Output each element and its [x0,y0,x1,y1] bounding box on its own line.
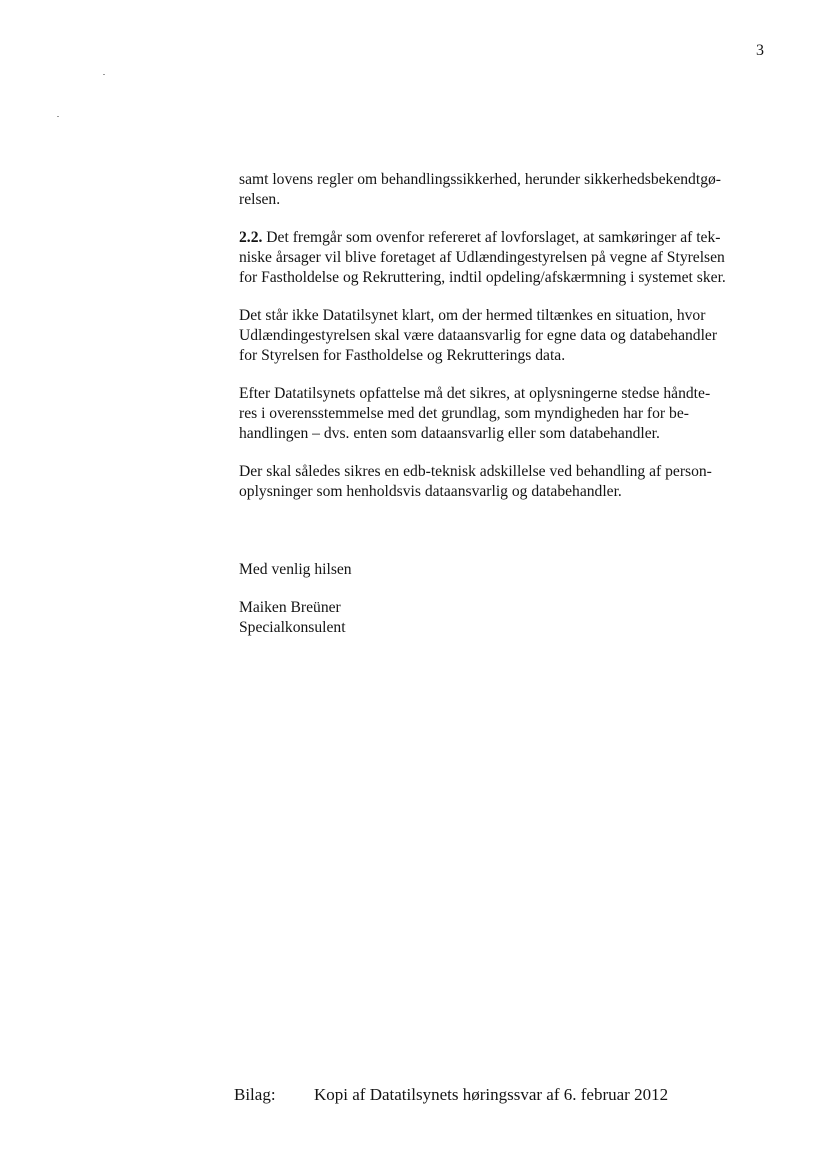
text-line [239,228,771,248]
text-line: res i overensstemmelse med det grundlag, som myndigheden har for be- [239,405,689,422]
text-line-rest: Det fremgår som ovenfor refereret af lovforslaget, at samkøringer af tek- [262,229,721,246]
text-line: handlingen – dvs. enten som dataansvarlig eller som databehandler. [239,425,660,442]
letter-body [239,170,771,520]
signer-name: Maiken Breüner [239,599,341,616]
text-line: Der skal således sikres en edb-teknisk adskillelse ved behandling af person- [239,463,712,480]
attachment-label: Bilag: [234,1085,276,1104]
closing-greeting: Med venlig hilsen [239,561,352,578]
paragraph [239,306,771,366]
page-number: 3 [756,42,764,59]
paragraph [239,170,771,210]
scan-speck [103,74,105,75]
paragraph [239,228,771,288]
paragraph [239,384,771,444]
attachment-text: Kopi af Datatilsynets høringssvar af 6. februar 2012 [314,1085,669,1104]
attachment-note [234,1085,668,1105]
text-line: niske årsager vil blive foretaget af Udlændingestyrelsen på vegne af Styrelsen [239,249,725,266]
text-line: Det står ikke Datatilsynet klart, om der hermed tiltænkes en situation, hvor [239,307,706,324]
paragraph [239,462,771,502]
text-line: Udlændingestyrelsen skal være dataansvarlig for egne data og databehandler [239,327,718,344]
text-line: samt lovens regler om behandlingssikkerhed, herunder sikkerhedsbekendtgø- [239,171,721,188]
text-line: for Fastholdelse og Rekruttering, indtil opdeling/afskærmning i systemet sker. [239,269,726,286]
text-line: for Styrelsen for Fastholdelse og Rekrutterings data. [239,347,566,364]
section-number: 2.2. [239,229,263,246]
signature-block [239,560,352,638]
text-line: oplysninger som henholdsvis dataansvarlig og databehandler. [239,483,622,500]
signer-title: Specialkonsulent [239,619,346,636]
text-line: relsen. [239,191,281,208]
text-line: Efter Datatilsynets opfattelse må det sikres, at oplysningerne stedse håndte- [239,385,711,402]
scan-speck [57,116,59,117]
